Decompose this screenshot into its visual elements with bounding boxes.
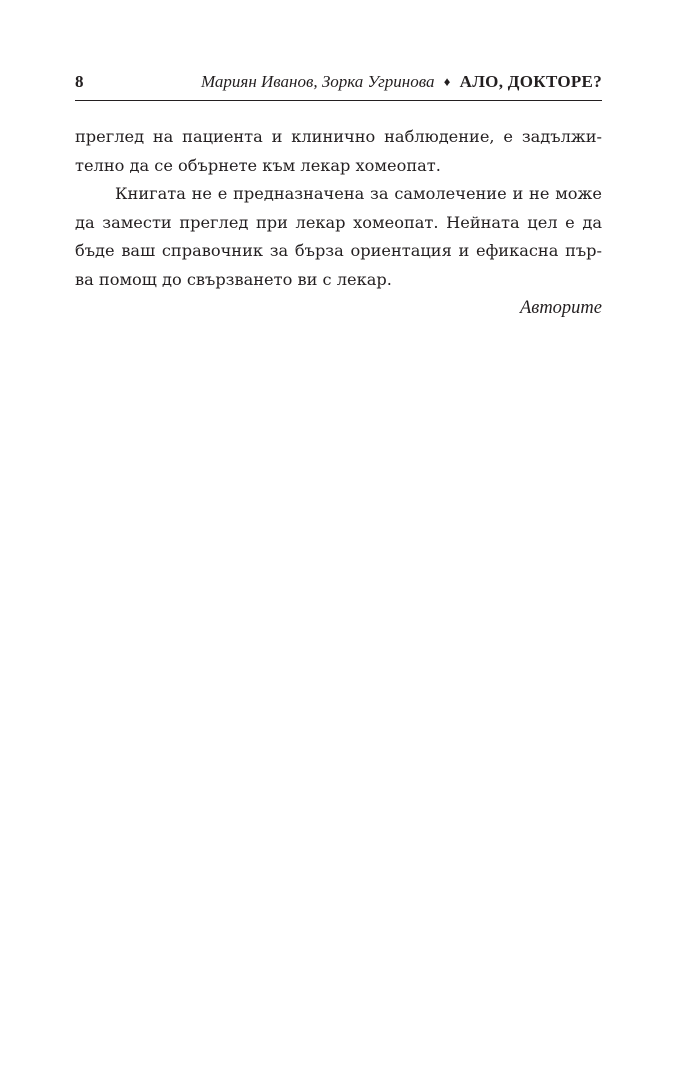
text-line: преглед на пациента и клинично наблюдение, е задължи-: [75, 127, 602, 146]
paragraph-1: [75, 123, 602, 180]
text-line: да замести преглед при лекар хомеопат. Нейната цел е да: [75, 212, 602, 232]
body-text: [75, 123, 602, 322]
header-separator-icon: ♦: [443, 74, 451, 89]
text-line: ва помощ до свързването ви с лекар.: [75, 269, 392, 289]
header-authors: Мариян Иванов, Зорка Угринова: [201, 72, 435, 91]
text-line: Книгата не е предназначена за самолечение и не може: [115, 184, 602, 203]
paragraph-2: [75, 180, 602, 294]
page-number: 8: [75, 72, 84, 91]
running-header: [75, 70, 602, 96]
text-line: телно да се обърнете към лекар хомеопат.: [75, 155, 441, 175]
header-right: [201, 72, 602, 92]
text-line: бъде ваш справочник за бърза ориентация и ефикасна пър-: [75, 241, 602, 260]
signature: Авторите: [519, 298, 602, 318]
header-rule: [75, 100, 602, 101]
header-book-title: АЛО, ДОКТОРЕ?: [459, 72, 602, 91]
